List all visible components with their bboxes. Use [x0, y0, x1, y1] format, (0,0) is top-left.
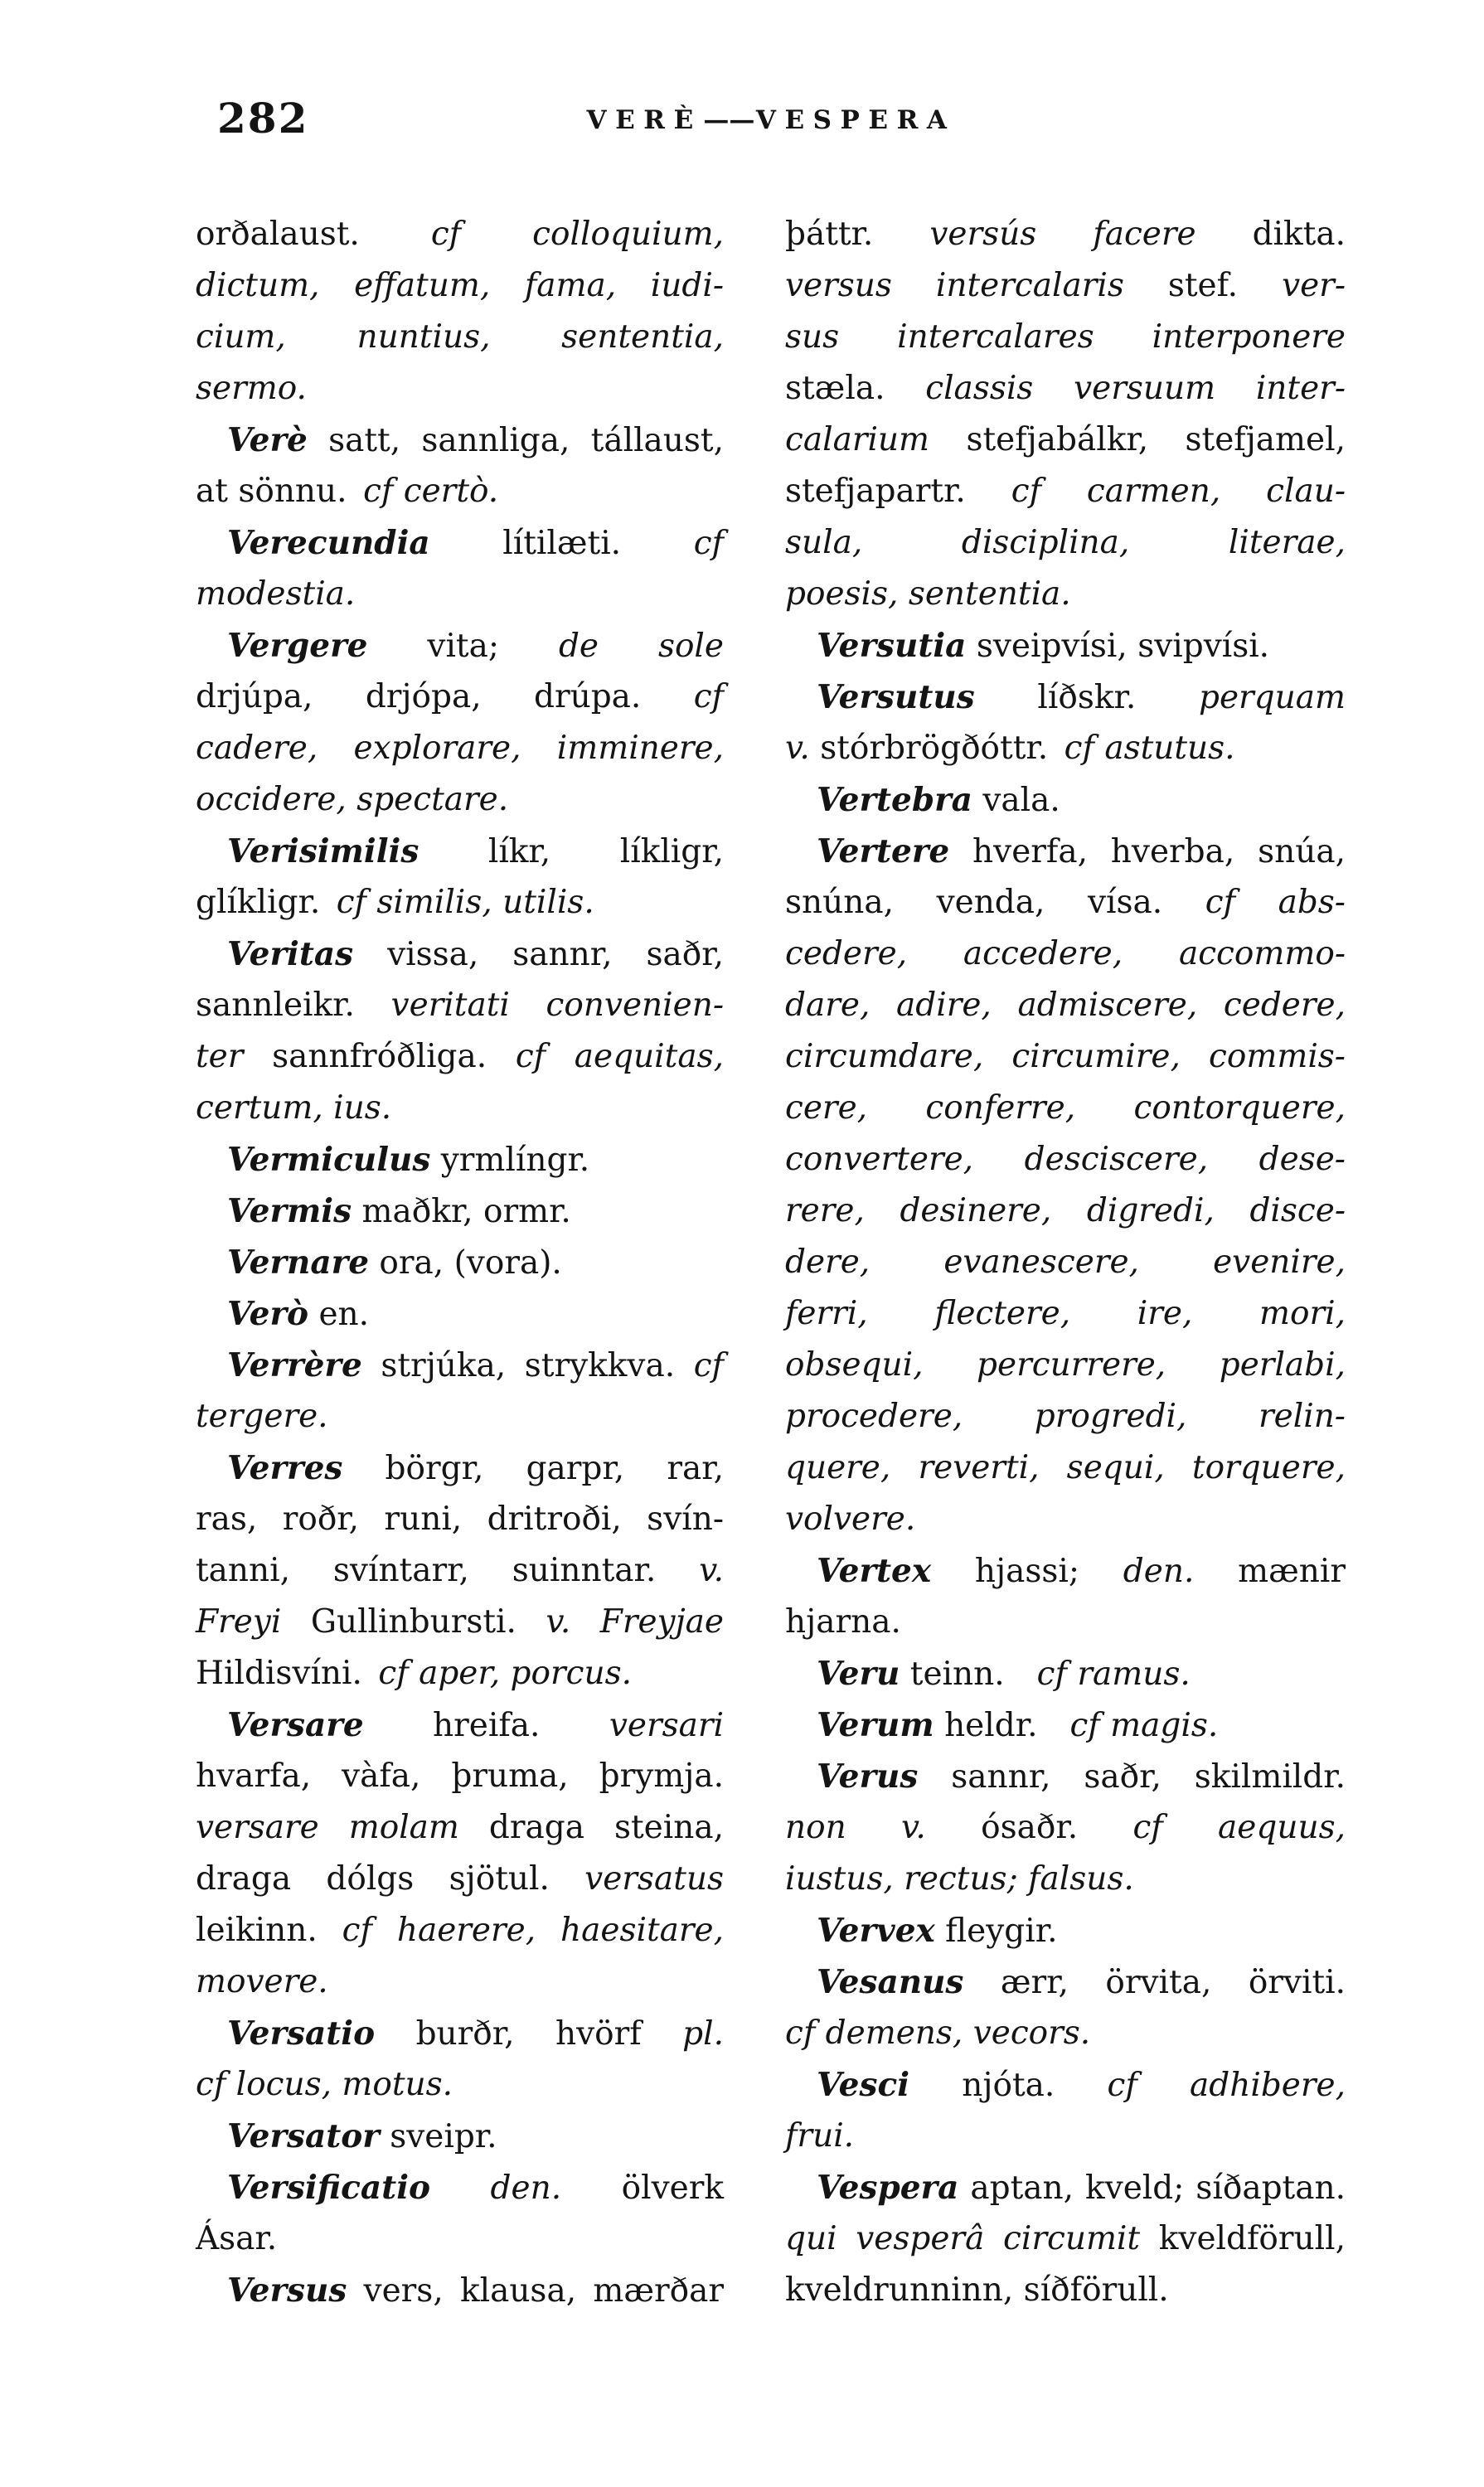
- latin-text: cadere, explorare, imminere,: [196, 730, 724, 767]
- icelandic-text: hjarna.: [785, 1603, 901, 1641]
- dictionary-line: [785, 1494, 1346, 1545]
- latin-text: de sole: [558, 628, 724, 665]
- latin-text: cf aper, porcus.: [378, 1655, 632, 1692]
- dictionary-line: [196, 1237, 724, 1288]
- dictionary-line: [785, 2265, 1346, 2316]
- dictionary-line: [785, 980, 1346, 1031]
- left-column: [196, 209, 724, 2316]
- latin-text: veritati convenien-: [390, 987, 724, 1024]
- dictionary-line: [196, 260, 724, 312]
- dictionary-line: [196, 723, 724, 774]
- icelandic-text: vala.: [972, 782, 1060, 819]
- icelandic-text: teinn.: [900, 1656, 1037, 1693]
- dictionary-line: [196, 466, 724, 517]
- dictionary-line: [196, 2162, 724, 2213]
- dictionary-line: [785, 2162, 1346, 2213]
- dictionary-line: [196, 2008, 724, 2059]
- dictionary-line: [196, 671, 724, 723]
- latin-text: v.: [699, 1552, 724, 1589]
- icelandic-text: sannleikr.: [196, 987, 391, 1024]
- icelandic-text: stefjabálkr, stefjamel,: [929, 421, 1346, 458]
- headword: Versatio: [227, 2014, 376, 2053]
- latin-text: procedere, progredi, relin-: [785, 1398, 1346, 1435]
- dictionary-line: [785, 826, 1346, 877]
- headword: Verecundia: [227, 524, 430, 562]
- dictionary-line: [196, 1031, 724, 1083]
- icelandic-text: vita;: [367, 628, 559, 665]
- icelandic-text: Hildisvíni.: [196, 1655, 379, 1692]
- headword: Verrère: [227, 1346, 362, 1384]
- latin-text: v. Freyjae: [546, 1603, 724, 1641]
- icelandic-text: drjúpa, drjópa, drúpa.: [196, 678, 694, 715]
- latin-text: qui vesperâ circumit: [785, 2220, 1141, 2257]
- latin-text: dere, evanescere, evenire,: [785, 1244, 1346, 1281]
- dictionary-line: [196, 517, 724, 569]
- dictionary-line: [785, 2059, 1346, 2111]
- latin-text: cf aequitas,: [515, 1038, 724, 1075]
- latin-text: ferri, flectere, ire, mori,: [785, 1295, 1346, 1332]
- latin-text: cf adhibere,: [1107, 2067, 1346, 2104]
- icelandic-text: tanni, svíntarr, suinntar.: [196, 1552, 700, 1589]
- latin-text: versus intercalaris: [785, 267, 1124, 304]
- dictionary-line: [785, 1854, 1346, 1905]
- headword: Vertex: [817, 1552, 932, 1590]
- latin-text: pl.: [682, 2015, 724, 2053]
- dictionary-line: [196, 1340, 724, 1391]
- headword: Veritas: [227, 935, 354, 973]
- dictionary-line: [785, 466, 1346, 517]
- dictionary-line: [196, 826, 724, 877]
- dictionary-line: [785, 1031, 1346, 1083]
- dictionary-line: [196, 877, 724, 928]
- dictionary-line: [196, 928, 724, 980]
- running-head: [586, 105, 956, 135]
- headword: Verum: [817, 1706, 934, 1744]
- latin-text: dictum, effatum, fama, iudi-: [196, 267, 724, 304]
- latin-text: Freyi: [196, 1603, 282, 1641]
- dictionary-line: [785, 260, 1346, 312]
- latin-text: sula, disciplina, literae,: [785, 524, 1346, 561]
- latin-text: cf similis, utilis.: [336, 884, 594, 921]
- headword: Vermiculus: [227, 1141, 431, 1179]
- latin-text: cf aequus,: [1132, 1809, 1346, 1846]
- latin-text: ver-: [1282, 267, 1346, 304]
- dictionary-line: [785, 363, 1346, 414]
- headword: Verò: [227, 1295, 309, 1333]
- dictionary-line: [785, 414, 1346, 466]
- icelandic-text: stórbrögðóttr.: [809, 730, 1065, 767]
- icelandic-text: aptan, kveld; síðaptan.: [958, 2169, 1346, 2207]
- icelandic-text: strjúka, strykkva.: [361, 1347, 694, 1384]
- dictionary-line: [785, 1648, 1346, 1699]
- icelandic-text: kveldrunninn, síðförull.: [785, 2271, 1169, 2309]
- dictionary-line: [196, 620, 724, 671]
- icelandic-text: hverfa, hverba, snúa,: [949, 833, 1346, 870]
- icelandic-text: stefjapartr.: [785, 473, 1011, 510]
- icelandic-text: hvarfa, vàfa, þruma, þrymja.: [196, 1757, 724, 1795]
- running-head-right: VESPERA: [755, 105, 956, 135]
- dictionary-line: [785, 620, 1346, 671]
- headword: Vesci: [817, 2066, 910, 2104]
- icelandic-text: draga steina,: [458, 1809, 724, 1846]
- icelandic-text: ora, (vora).: [369, 1244, 562, 1282]
- dictionary-line: [785, 1340, 1346, 1391]
- icelandic-text: yrmlíngr.: [430, 1142, 590, 1179]
- icelandic-text: Ásar.: [196, 2220, 278, 2257]
- dictionary-line: [785, 1134, 1346, 1185]
- dictionary-line: [785, 1597, 1346, 1648]
- icelandic-text: vissa, sannr, saðr,: [353, 936, 724, 973]
- dictionary-line: [785, 774, 1346, 826]
- latin-text: cf magis.: [1069, 1707, 1219, 1744]
- dictionary-line: [785, 2008, 1346, 2059]
- dictionary-line: [785, 877, 1346, 928]
- icelandic-text: draga dólgs sjötul.: [196, 1860, 585, 1898]
- dictionary-line: [196, 312, 724, 363]
- headword: Vertere: [817, 832, 950, 870]
- latin-text: movere.: [196, 1963, 328, 2000]
- dictionary-line: [196, 1288, 724, 1340]
- headword: Veru: [817, 1655, 900, 1693]
- icelandic-text: satt, sannliga, tállaust,: [307, 422, 724, 459]
- headword: Versificatio: [227, 2169, 431, 2207]
- latin-text: versús facere: [929, 216, 1196, 253]
- dictionary-line: [785, 1956, 1346, 2008]
- latin-text: volvere.: [785, 1500, 916, 1538]
- dictionary-line: [785, 569, 1346, 620]
- latin-text: frui.: [785, 2117, 855, 2155]
- headword: Versus: [227, 2271, 347, 2310]
- icelandic-text: líðskr.: [974, 679, 1199, 716]
- icelandic-text: Gullinbursti.: [281, 1603, 546, 1641]
- headword: Versator: [227, 2117, 380, 2155]
- icelandic-text: heldr.: [934, 1707, 1070, 1744]
- latin-text: cedere, accedere, accommo-: [785, 935, 1346, 972]
- latin-text: convertere, desciscere, dese-: [785, 1141, 1346, 1178]
- latin-text: cf locus, motus.: [196, 2066, 453, 2103]
- icelandic-text: njóta.: [909, 2067, 1108, 2104]
- latin-text: versare molam: [196, 1809, 459, 1846]
- latin-text: cf abs-: [1205, 884, 1346, 921]
- latin-text: rere, desinere, digredi, disce-: [785, 1192, 1346, 1229]
- dictionary-line: [196, 1185, 724, 1237]
- dictionary-line: [785, 723, 1346, 774]
- headword: Versare: [227, 1706, 364, 1744]
- latin-text: iustus, rectus; falsus.: [785, 1860, 1134, 1898]
- dictionary-line: [196, 1083, 724, 1134]
- dictionary-line: [785, 1391, 1346, 1442]
- latin-text: sus intercalares interponere: [785, 318, 1346, 356]
- icelandic-text: börgr, garpr, rar,: [342, 1450, 724, 1487]
- icelandic-text: mænir: [1194, 1553, 1346, 1590]
- headword: Verè: [227, 421, 308, 459]
- latin-text: cf haerere, haesitare,: [342, 1912, 724, 1949]
- latin-text: non v.: [785, 1809, 926, 1846]
- latin-text: classis versuum inter-: [925, 370, 1346, 407]
- latin-text: den.: [430, 2169, 562, 2207]
- dictionary-line: [785, 1905, 1346, 1956]
- icelandic-text: ærr, örvita, örviti.: [963, 1964, 1346, 2001]
- latin-text: cf astutus.: [1064, 730, 1235, 767]
- icelandic-text: fleygir.: [934, 1913, 1058, 1950]
- dictionary-line: [785, 312, 1346, 363]
- icelandic-text: leikinn.: [196, 1912, 342, 1949]
- dictionary-line: [196, 414, 724, 466]
- dictionary-line: [196, 1545, 724, 1597]
- headword: Versutia: [817, 627, 967, 665]
- latin-text: cf: [693, 1347, 724, 1384]
- icelandic-text: sannfróðliga.: [243, 1038, 516, 1075]
- headword: Verus: [817, 1757, 919, 1796]
- dictionary-line: [196, 2059, 724, 2111]
- dictionary-line: [196, 1648, 724, 1699]
- latin-text: cf colloquium,: [430, 216, 724, 253]
- dictionary-line: [196, 980, 724, 1031]
- icelandic-text: at sönnu.: [196, 473, 364, 510]
- latin-text: ter: [196, 1038, 244, 1075]
- headword: Vermis: [227, 1192, 352, 1230]
- latin-text: sermo.: [196, 370, 307, 407]
- icelandic-text: maðkr, ormr.: [352, 1193, 571, 1230]
- latin-text: cf: [693, 678, 724, 715]
- latin-text: dare, adire, admiscere, cedere,: [785, 987, 1346, 1024]
- latin-text: perquam: [1198, 679, 1346, 716]
- dictionary-line: [785, 1185, 1346, 1237]
- icelandic-text: hreifa.: [363, 1707, 609, 1744]
- latin-text: tergere.: [196, 1398, 328, 1435]
- icelandic-text: burðr, hvörf: [375, 2015, 683, 2053]
- dictionary-line: [196, 1802, 724, 1854]
- icelandic-text: ölverk: [561, 2169, 724, 2207]
- dictionary-line: [196, 1699, 724, 1751]
- icelandic-text: þáttr.: [785, 216, 930, 253]
- right-column: [785, 209, 1346, 2316]
- headword: Verres: [227, 1449, 343, 1487]
- dictionary-line: [196, 209, 724, 260]
- dictionary-line: [785, 1288, 1346, 1340]
- icelandic-text: ósaðr.: [925, 1809, 1133, 1846]
- page-number: 282: [217, 94, 309, 143]
- dictionary-line: [196, 774, 724, 826]
- dictionary-line: [196, 1134, 724, 1185]
- dictionary-line: [785, 671, 1346, 723]
- headword: Verisimilis: [227, 832, 419, 870]
- dictionary-line: [785, 1699, 1346, 1751]
- headword: Vertebra: [817, 781, 972, 819]
- headword: Vervex: [817, 1912, 935, 1950]
- icelandic-text: orðalaust.: [196, 216, 431, 253]
- dictionary-line: [785, 2213, 1346, 2265]
- headword: Versutus: [817, 678, 975, 716]
- dictionary-line: [785, 2111, 1346, 2162]
- headword: Vespera: [817, 2169, 959, 2207]
- icelandic-text: sveipvísi, svipvísi.: [966, 628, 1270, 665]
- dictionary-line: [196, 1905, 724, 1956]
- dictionary-line: [196, 2265, 724, 2316]
- dictionary-line: [196, 1956, 724, 2008]
- latin-text: cf ramus.: [1036, 1656, 1191, 1693]
- latin-text: cf carmen, clau-: [1011, 473, 1346, 510]
- icelandic-text: snúna, venda, vísa.: [785, 884, 1205, 921]
- icelandic-text: glíkligr.: [196, 884, 337, 921]
- dictionary-line: [196, 1854, 724, 1905]
- icelandic-text: en.: [308, 1296, 370, 1333]
- dictionary-line: [196, 1391, 724, 1442]
- latin-text: poesis, sententia.: [785, 575, 1071, 613]
- icelandic-text: ras, roðr, runi, dritroði, svín-: [196, 1500, 724, 1538]
- dictionary-line: [785, 209, 1346, 260]
- headword: Vernare: [227, 1244, 370, 1282]
- icelandic-text: sveipr.: [379, 2118, 497, 2155]
- icelandic-text: stæla.: [785, 370, 926, 407]
- latin-text: versatus: [584, 1860, 724, 1898]
- dictionary-line: [196, 569, 724, 620]
- dictionary-line: [196, 1751, 724, 1802]
- latin-text: occidere, spectare.: [196, 781, 509, 818]
- dictionary-line: [785, 1237, 1346, 1288]
- latin-text: v.: [785, 730, 810, 767]
- icelandic-text: líkr, líkligr,: [419, 833, 724, 870]
- latin-text: versari: [609, 1707, 724, 1744]
- latin-text: modestia.: [196, 575, 356, 613]
- icelandic-text: dikta.: [1195, 216, 1346, 253]
- icelandic-text: hjassi;: [931, 1553, 1123, 1590]
- icelandic-text: vers, klausa, mærðar: [347, 2272, 724, 2310]
- dictionary-line: [785, 1751, 1346, 1802]
- dictionary-line: [785, 517, 1346, 569]
- dictionary-line: [196, 1597, 724, 1648]
- latin-text: circumdare, circumire, commis-: [785, 1038, 1346, 1075]
- dictionary-line: [196, 1494, 724, 1545]
- latin-text: cf certò.: [363, 473, 499, 510]
- latin-text: den.: [1123, 1553, 1195, 1590]
- dictionary-line: [785, 928, 1346, 980]
- icelandic-text: kveldförull,: [1140, 2220, 1346, 2257]
- latin-text: cf demens, vecors.: [785, 2014, 1091, 2052]
- dictionary-line: [785, 1802, 1346, 1854]
- dictionary-line: [196, 2213, 724, 2265]
- dictionary-line: [196, 1442, 724, 1494]
- latin-text: calarium: [785, 421, 930, 458]
- running-head-left: VERÈ: [586, 105, 702, 135]
- running-head-dash: ——: [703, 105, 755, 135]
- dictionary-line: [785, 1083, 1346, 1134]
- latin-text: cium, nuntius, sententia,: [196, 318, 724, 356]
- icelandic-text: stef.: [1123, 267, 1283, 304]
- headword: Vergere: [227, 627, 368, 665]
- latin-text: cere, conferre, contorquere,: [785, 1089, 1346, 1127]
- latin-text: obsequi, percurrere, perlabi,: [785, 1346, 1346, 1384]
- dictionary-line: [785, 1545, 1346, 1597]
- headword: Vesanus: [817, 1963, 964, 2001]
- icelandic-text: sannr, saðr, skilmildr.: [918, 1758, 1346, 1796]
- icelandic-text: lítilæti.: [429, 525, 694, 562]
- latin-text: cf: [693, 525, 724, 562]
- dictionary-line: [196, 363, 724, 414]
- dictionary-line: [196, 2111, 724, 2162]
- dictionary-line: [785, 1442, 1346, 1494]
- latin-text: certum, ius.: [196, 1089, 392, 1127]
- latin-text: quere, reverti, sequi, torquere,: [785, 1449, 1346, 1486]
